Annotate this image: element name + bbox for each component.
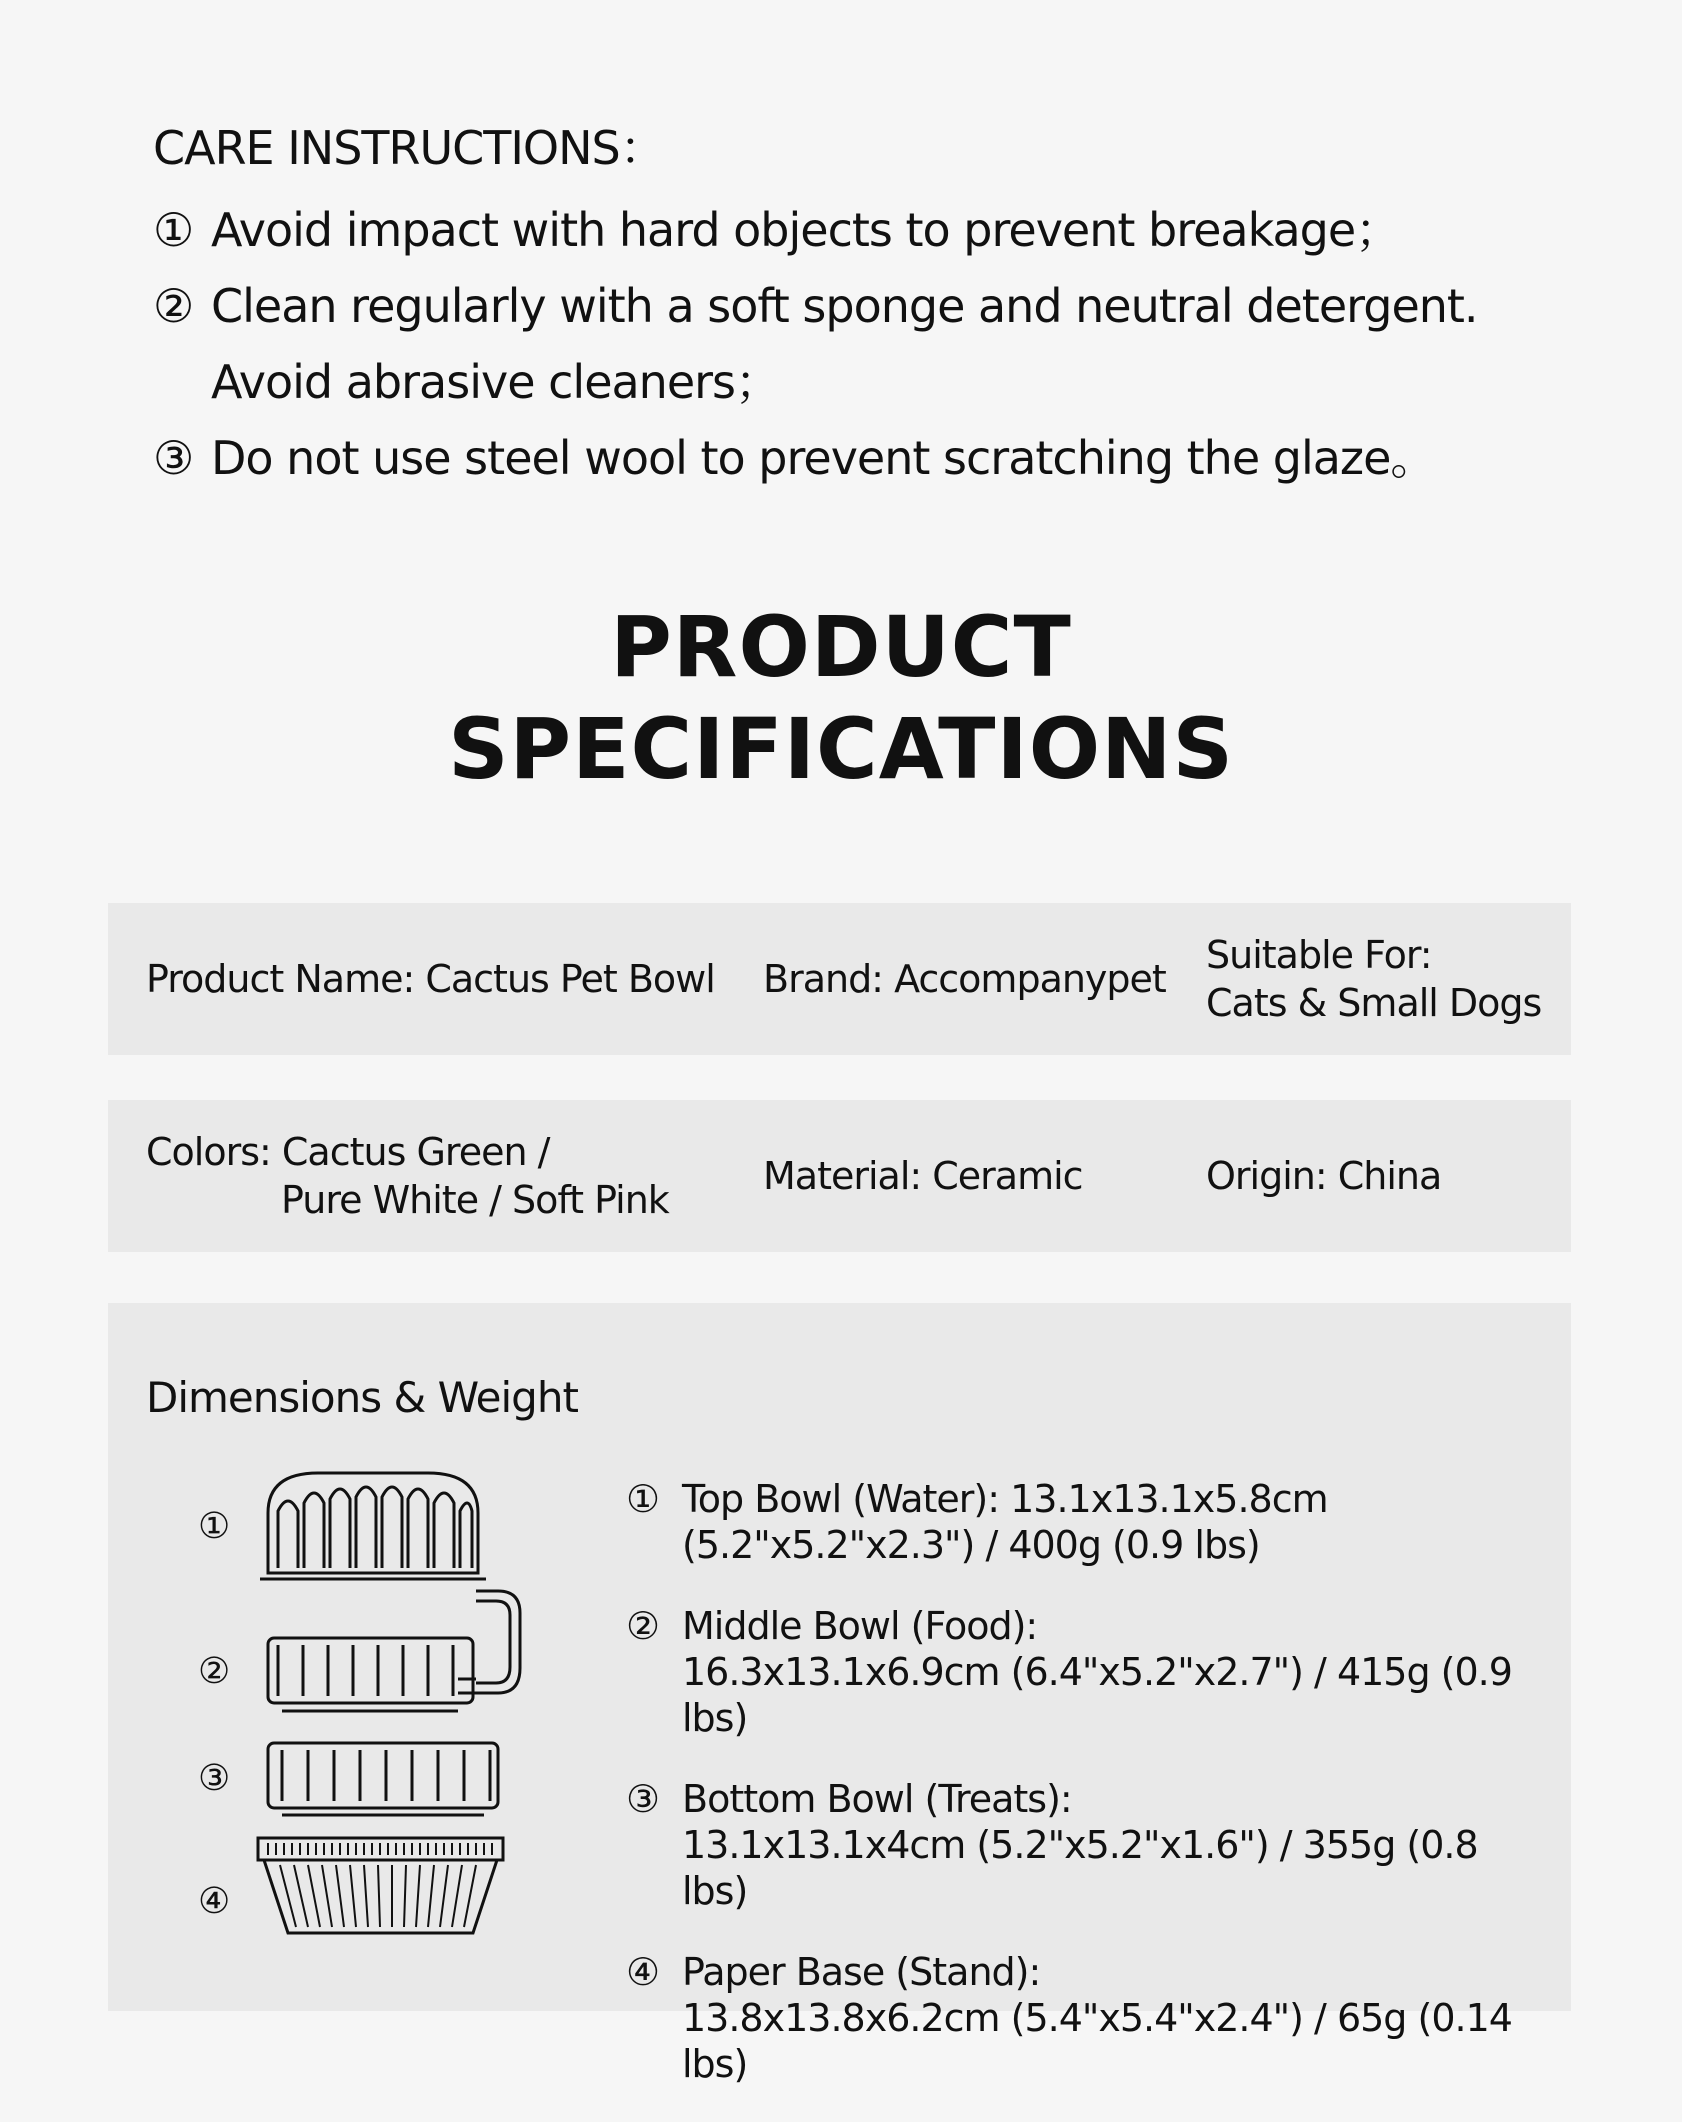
- heading-line-2: SPECIFICATIONS: [448, 700, 1234, 798]
- suitable-for: [1206, 903, 1541, 1055]
- origin: Origin: China: [1206, 1154, 1442, 1198]
- middle-bowl-illustration: [268, 1638, 473, 1711]
- handle-illustration: [458, 1591, 520, 1693]
- dimensions-list: [626, 1476, 1546, 2122]
- diagram-label-1: ①: [198, 1506, 231, 1547]
- dimension-item-3: [626, 1776, 1546, 1914]
- specifications-heading: [0, 596, 1682, 800]
- bowl-stack-diagram: [158, 1453, 538, 1953]
- dimensions-panel: [108, 1303, 1571, 2086]
- colors-line-1: Colors: Cactus Green /: [146, 1130, 550, 1174]
- care-item-number: ②: [153, 279, 194, 333]
- dimension-number: ②: [626, 1604, 660, 1648]
- care-title: CARE INSTRUCTIONS：: [153, 121, 665, 175]
- care-instructions: [153, 116, 1573, 496]
- heading-line-1: PRODUCT: [610, 598, 1072, 696]
- dimension-item-2: [626, 1603, 1546, 1741]
- suitable-for-value: Cats & Small Dogs: [1206, 981, 1542, 1025]
- dimension-number: ④: [626, 1950, 660, 1994]
- dimension-line-1: Top Bowl (Water): 13.1x13.1x5.8cm: [682, 1477, 1328, 1521]
- dimensions-title: Dimensions & Weight: [146, 1373, 578, 1422]
- bottom-bowl-illustration: [268, 1743, 498, 1815]
- paper-base-illustration: [258, 1838, 503, 1933]
- brand: Brand: Accompanypet: [763, 957, 1166, 1001]
- colors-line-2: Pure White / Soft Pink: [281, 1178, 669, 1222]
- care-item-1: [153, 192, 1573, 268]
- dimension-item-4: [626, 1949, 1546, 2087]
- care-item-text: Clean regularly with a soft sponge and neutral detergent.: [211, 279, 1478, 333]
- diagram-label-2: ②: [198, 1651, 231, 1692]
- dimension-number: ①: [626, 1477, 660, 1521]
- care-item-text: Avoid abrasive cleaners；: [211, 355, 781, 409]
- dimension-line-1: Paper Base (Stand):: [682, 1950, 1041, 1994]
- care-item-number: ①: [153, 203, 194, 257]
- spec-row-2: [108, 1100, 1571, 1252]
- care-item-text: Avoid impact with hard objects to prevent breakage；: [211, 203, 1401, 257]
- dimension-line-1: Bottom Bowl (Treats):: [682, 1777, 1072, 1821]
- material: Material: Ceramic: [763, 1154, 1083, 1198]
- dimension-line-2: 13.8x13.8x6.2cm (5.4"x5.4"x2.4") / 65g (0.14 lbs): [682, 1996, 1512, 2086]
- dimension-line-2: 16.3x13.1x6.9cm (6.4"x5.2"x2.7") / 415g (0.9 lbs): [682, 1650, 1512, 1740]
- top-bowl-illustration: [260, 1473, 486, 1579]
- care-item-text: Do not use steel wool to prevent scratching the glaze。: [211, 431, 1436, 485]
- care-item-number: ③: [153, 431, 194, 485]
- diagram-label-4: ④: [198, 1881, 231, 1922]
- dimension-item-1: [626, 1476, 1546, 1568]
- product-name: Product Name: Cactus Pet Bowl: [146, 957, 715, 1001]
- dimension-line-1: Middle Bowl (Food):: [682, 1604, 1038, 1648]
- diagram-label-3: ③: [198, 1758, 231, 1799]
- dimension-line-2: 13.1x13.1x4cm (5.2"x5.2"x1.6") / 355g (0.8 lbs): [682, 1823, 1478, 1913]
- care-item-2: [153, 268, 1573, 420]
- dimension-number: ③: [626, 1777, 660, 1821]
- suitable-for-label: Suitable For:: [1206, 933, 1432, 977]
- colors: [146, 1100, 669, 1252]
- dimension-line-2: (5.2"x5.2"x2.3") / 400g (0.9 lbs): [682, 1523, 1260, 1567]
- spec-row-1: [108, 903, 1571, 1055]
- care-item-3: [153, 420, 1573, 496]
